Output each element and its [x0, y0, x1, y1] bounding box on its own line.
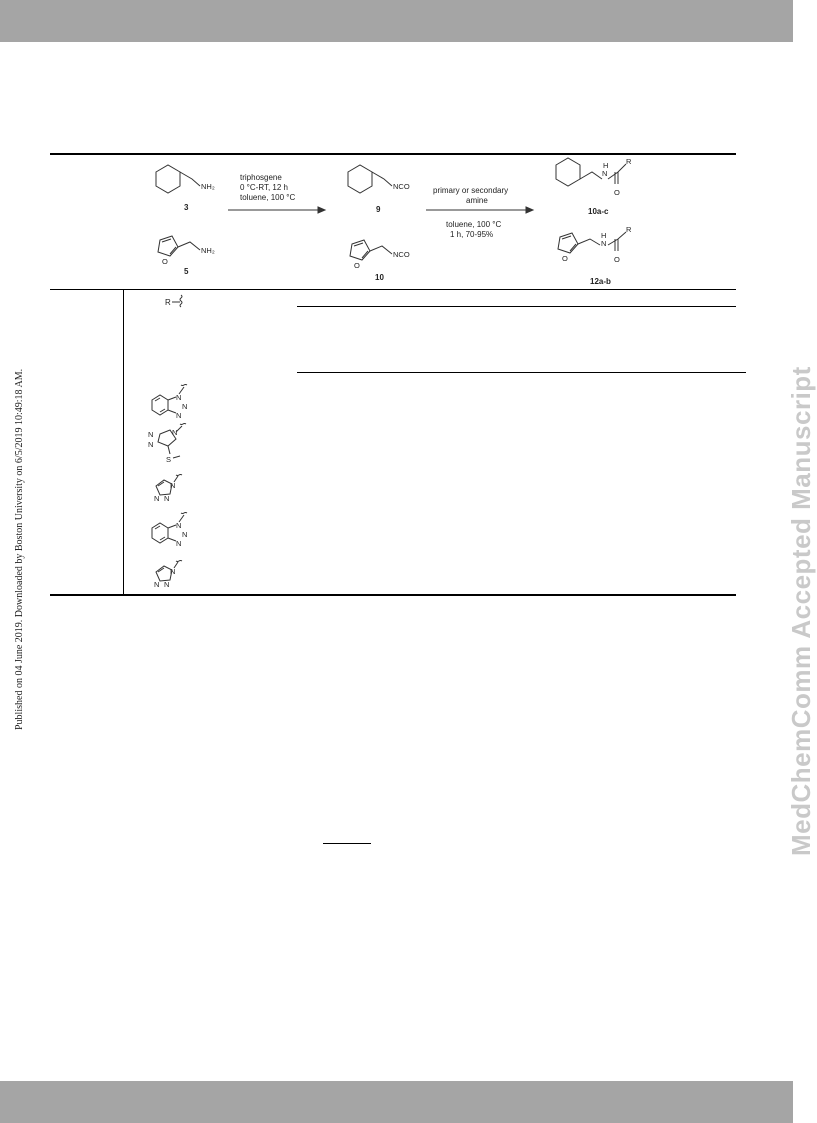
svg-text:N: N [176, 393, 182, 402]
step2-solvent: toluene, 100 °C [446, 220, 502, 229]
svg-text:O: O [162, 257, 168, 266]
bottom-gray-bar [0, 1081, 793, 1123]
step2-arrow [426, 206, 536, 214]
svg-text:N: N [148, 430, 154, 439]
svg-text:NH₂: NH₂ [201, 182, 215, 191]
svg-text:N: N [164, 580, 170, 589]
table-bottom-rule [50, 594, 736, 596]
svg-text:N: N [170, 567, 176, 576]
top-gray-bar [0, 0, 793, 42]
svg-text:O: O [614, 255, 620, 264]
r-group-benzotriazolyl-2 [146, 512, 206, 552]
scheme-bottom-rule [50, 289, 736, 290]
svg-text:N: N [164, 494, 170, 503]
svg-text:N: N [601, 239, 607, 248]
svg-text:NCO: NCO [393, 250, 410, 259]
svg-text:O: O [354, 261, 360, 270]
journal-watermark: MedChemComm Accepted Manuscript [786, 366, 816, 856]
svg-text:N: N [170, 481, 176, 490]
product-12a-b-structure [548, 225, 648, 275]
table-column-divider [123, 290, 124, 594]
step1-arrow [228, 206, 328, 214]
r-column-header: R [165, 298, 171, 307]
compound-3-structure [148, 160, 228, 200]
svg-text:N: N [182, 530, 188, 539]
svg-text:R: R [626, 225, 632, 234]
step2-reagent: primary or secondary [433, 186, 509, 195]
header-rule-2 [297, 372, 746, 373]
r-group-methylthio-triazolyl [146, 422, 206, 464]
svg-text:N: N [176, 521, 182, 530]
svg-text:O: O [562, 254, 568, 263]
svg-text:H: H [603, 161, 609, 170]
step2-reagent-cont: amine [466, 196, 488, 205]
header-rule-1 [297, 306, 736, 307]
svg-text:N: N [154, 580, 160, 589]
compound-5-structure [148, 228, 228, 268]
r-group-triazolyl-1 [150, 474, 200, 504]
product-10a-c-structure [548, 155, 648, 205]
compound-3-label: 3 [184, 203, 189, 212]
product-12a-b-label: 12a-b [590, 277, 611, 286]
svg-text:N: N [182, 402, 188, 411]
product-10a-c-label: 10a-c [588, 207, 609, 216]
r-attachment-wavy [172, 294, 186, 310]
svg-text:N: N [148, 440, 154, 449]
compound-10-structure [340, 232, 430, 272]
compound-5-label: 5 [184, 267, 189, 276]
svg-text:R: R [626, 157, 632, 166]
r-group-triazolyl-2 [150, 560, 200, 590]
compound-9-structure [340, 160, 420, 200]
compound-10-label: 10 [375, 273, 384, 282]
step1-temp: 0 °C-RT, 12 h [240, 183, 288, 192]
svg-text:N: N [176, 411, 182, 420]
svg-text:S: S [166, 455, 172, 464]
svg-text:N: N [176, 539, 182, 548]
svg-text:NCO: NCO [393, 182, 410, 191]
svg-text:N: N [154, 494, 160, 503]
step1-solvent: toluene, 100 °C [240, 193, 296, 202]
svg-text:H: H [601, 231, 607, 240]
compound-9-label: 9 [376, 205, 381, 214]
publication-notice: Published on 04 June 2019. Downloaded by Boston University on 6/5/2019 10:49:18 AM. [14, 368, 25, 730]
svg-text:O: O [614, 188, 620, 197]
svg-text:N: N [172, 428, 178, 437]
svg-text:NH₂: NH₂ [201, 246, 215, 255]
footnote-rule [323, 843, 371, 844]
svg-text:N: N [602, 169, 608, 178]
step2-time-yield: 1 h, 70-95% [450, 230, 494, 239]
step1-reagent: triphosgene [240, 173, 282, 182]
r-group-benzotriazolyl-1 [146, 384, 206, 424]
